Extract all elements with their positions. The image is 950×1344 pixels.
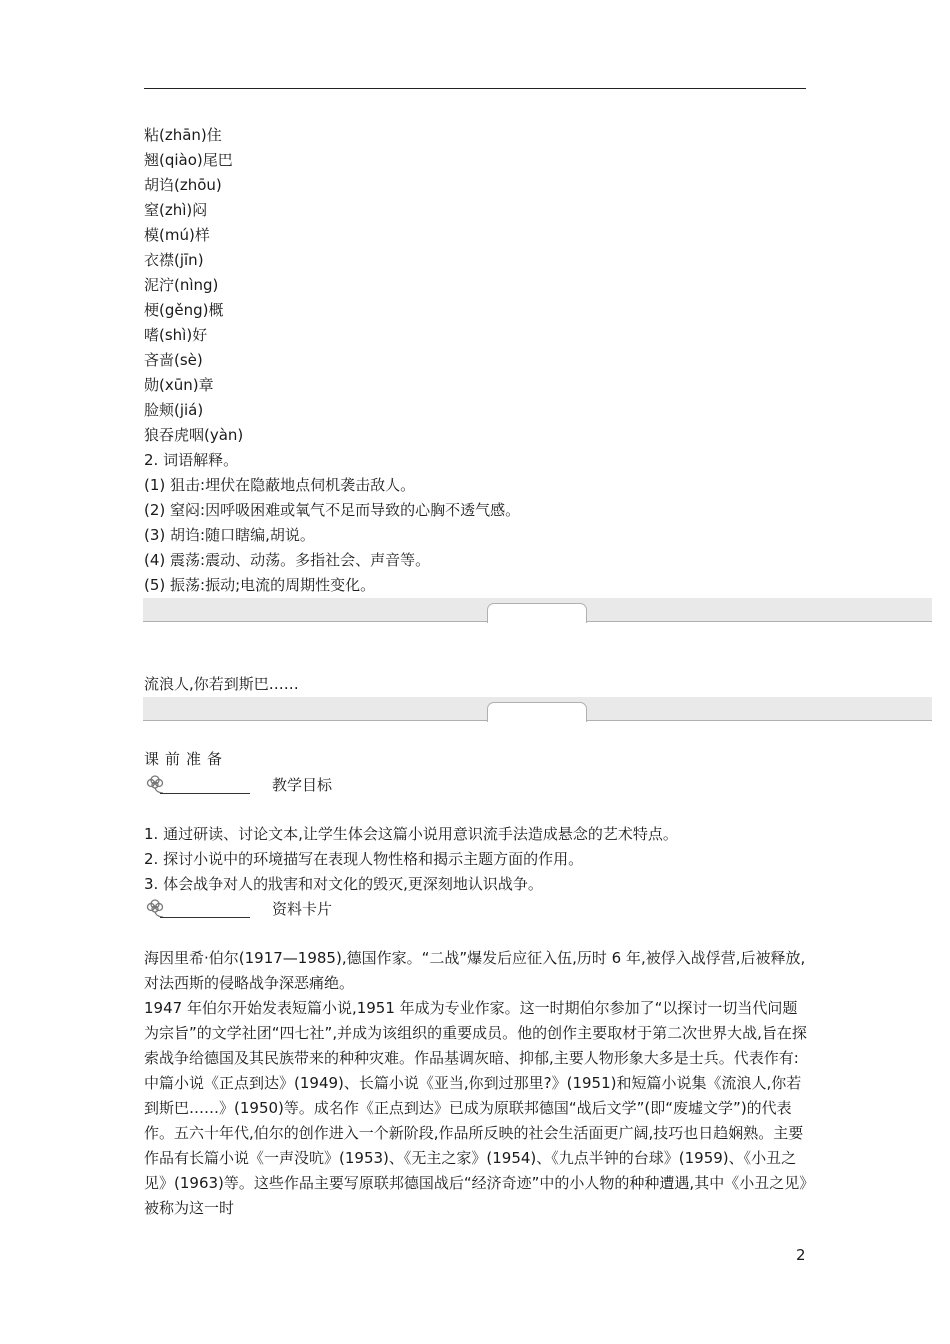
definition-item: (1) 狙击:埋伏在隐蔽地点伺机袭击敌人。 <box>144 476 416 494</box>
definition-item: (2) 窒闷:因呼吸困难或氧气不足而导致的心胸不透气感。 <box>144 501 521 519</box>
goals-label: 教学目标 <box>272 776 333 794</box>
section-heading: 课前准备 <box>144 750 229 768</box>
definitions-heading: 2. 词语解释。 <box>144 451 239 469</box>
page-number: 2 <box>796 1246 806 1264</box>
vocab-item: 勋(xūn)章 <box>144 376 214 394</box>
definition-item: (3) 胡诌:随口瞎编,胡说。 <box>144 526 315 544</box>
divider-tab <box>487 603 587 623</box>
subheading-rule <box>160 793 250 794</box>
definition-item: (4) 震荡:震动、动荡。多指社会、声音等。 <box>144 551 431 569</box>
vocab-item: 嗜(shì)好 <box>144 326 208 344</box>
subheading-rule <box>160 917 250 918</box>
definition-item: (5) 振荡:振动;电流的周期性变化。 <box>144 576 376 594</box>
vocab-item: 胡诌(zhōu) <box>144 176 222 194</box>
header-rule <box>144 88 806 89</box>
vocab-item: 脸颊(jiá) <box>144 401 204 419</box>
goal-item: 1. 通过研读、讨论文本,让学生体会这篇小说用意识流手法造成悬念的艺术特点。 <box>144 825 678 843</box>
section-divider-bar <box>143 598 932 622</box>
vocab-item: 狼吞虎咽(yàn) <box>144 426 244 444</box>
info-paragraph: 1947 年伯尔开始发表短篇小说,1951 年成为专业作家。这一时期伯尔参加了“以探讨一切当代问题为宗旨”的文学社团“四七社”,并成为该组织的重要成员。他的创作主要取材于第二次世界大战,旨在探索战争给德国及其民族带来的种种灾难。作品基调灰暗、抑郁,主要人物形象大多是士兵。代表作有:中篇小说《正点到达》(1949)、长篇小说《亚当,你到过那里?》(1951)和短篇小说集《流浪人,你若到斯巴……》(1950)等。成名作《正点到达》已成为原联邦德国“战后文学”(即“废墟文学”)的代表作。五六十年代,伯尔的创作进入一个新阶段,作品所反映的社会生活面更广阔,技巧也日趋娴熟。主要作品有长篇小说《一声没吭》(1953)、《无主之家》(1954)、《九点半钟的台球》(1959)、《小丑之见》(1963)等。这些作品主要写原联邦德国战后“经济奇迹”中的小人物的种种遭遇,其中《小丑之见》被称为这一时 <box>144 999 807 1217</box>
divider-tab <box>487 702 587 722</box>
vocab-item: 泥泞(nìng) <box>144 276 219 294</box>
flower-icon <box>144 896 166 918</box>
info-paragraph: 海因里希·伯尔(1917—1985),德国作家。“二战”爆发后应征入伍,历时 6 年,被俘入战俘营,后被释放,对法西斯的侵略战争深恶痛绝。 <box>144 949 806 992</box>
lesson-title: 流浪人,你若到斯巴…… <box>144 675 299 693</box>
goal-item: 3. 体会战争对人的戕害和对文化的毁灭,更深刻地认识战争。 <box>144 875 543 893</box>
section-divider-bar <box>143 697 932 721</box>
goal-item: 2. 探讨小说中的环境描写在表现人物性格和揭示主题方面的作用。 <box>144 850 584 868</box>
goals-subheading <box>144 772 544 798</box>
vocab-item: 吝啬(sè) <box>144 351 203 369</box>
vocab-item: 模(mú)样 <box>144 226 210 244</box>
vocab-item: 粘(zhān)住 <box>144 126 222 144</box>
info-subheading <box>144 896 544 922</box>
vocab-item: 翘(qiào)尾巴 <box>144 151 233 169</box>
vocab-item: 窒(zhì)闷 <box>144 201 208 219</box>
vocab-item: 梗(gěng)概 <box>144 301 224 319</box>
flower-icon <box>144 772 166 794</box>
info-label: 资料卡片 <box>272 900 333 918</box>
vocab-item: 衣襟(jīn) <box>144 251 204 269</box>
